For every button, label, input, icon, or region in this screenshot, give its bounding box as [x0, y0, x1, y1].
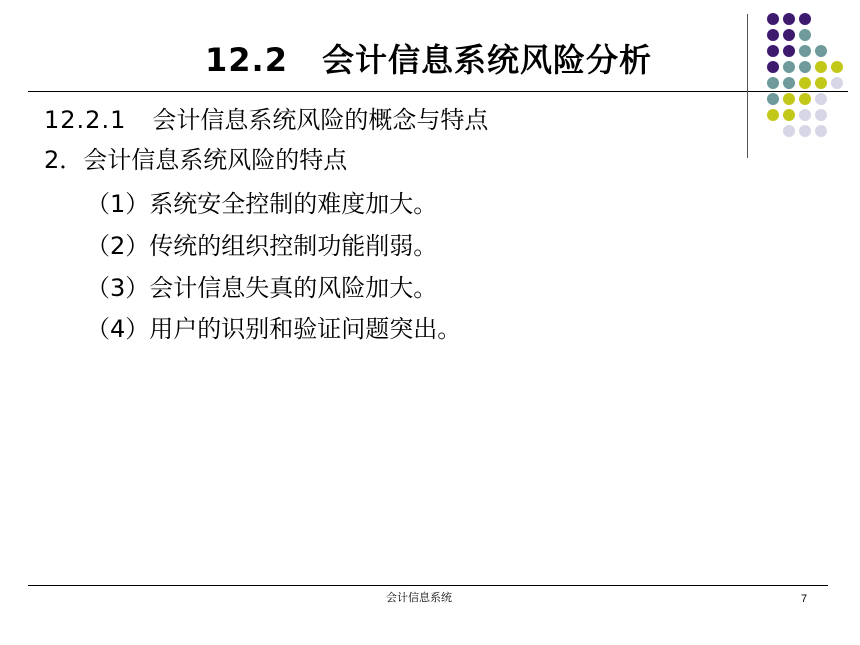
- list-item-1: （1）系统安全控制的难度加大。: [86, 190, 438, 218]
- decorative-dot: [783, 77, 795, 89]
- decorative-dot: [799, 13, 811, 25]
- decorative-dot: [783, 109, 795, 121]
- decorative-dot: [815, 109, 827, 121]
- decorative-dot: [815, 45, 827, 57]
- section-heading: [44, 104, 488, 136]
- decorative-dot: [799, 93, 811, 105]
- title-text: 会计信息系统风险分析: [321, 41, 652, 79]
- decorative-dot: [799, 109, 811, 121]
- decorative-dot: [767, 109, 779, 121]
- decorative-dot: [831, 61, 843, 73]
- section-title: 会计信息系统风险的概念与特点: [152, 106, 489, 134]
- footer-text: 会计信息系统: [386, 591, 452, 604]
- decorative-dot: [799, 77, 811, 89]
- page-number: 7: [801, 593, 808, 605]
- list-item-2: （2）传统的组织控制功能削弱。: [86, 232, 438, 260]
- decorative-dot-grid: [0, 0, 860, 160]
- decorative-dot: [783, 29, 795, 41]
- decorative-dot: [815, 61, 827, 73]
- decorative-dot: [783, 45, 795, 57]
- decorative-dot: [815, 93, 827, 105]
- decorative-dot: [799, 29, 811, 41]
- decorative-dot: [767, 77, 779, 89]
- decorative-dot: [815, 125, 827, 137]
- decorative-dot: [815, 77, 827, 89]
- footer-divider: [28, 585, 828, 586]
- decorative-dot: [767, 93, 779, 105]
- decorative-dot: [767, 13, 779, 25]
- decorative-dot: [783, 93, 795, 105]
- decorative-dot: [767, 61, 779, 73]
- decorative-dot: [799, 61, 811, 73]
- slide-title: [205, 40, 652, 80]
- list-item-4: （4）用户的识别和验证问题突出。: [86, 315, 462, 343]
- title-divider: [28, 91, 848, 92]
- title-number: 12.2: [205, 41, 288, 79]
- subheading: 2．会计信息系统风险的特点: [44, 146, 348, 174]
- decorative-dot: [783, 13, 795, 25]
- vertical-divider: [747, 14, 748, 158]
- decorative-dot: [799, 125, 811, 137]
- decorative-dot: [783, 61, 795, 73]
- section-number: 12.2.1: [44, 106, 127, 134]
- decorative-dot: [831, 77, 843, 89]
- decorative-dot: [767, 29, 779, 41]
- decorative-dot: [799, 45, 811, 57]
- list-item-3: （3）会计信息失真的风险加大。: [86, 274, 438, 302]
- decorative-dot: [767, 45, 779, 57]
- decorative-dot: [783, 125, 795, 137]
